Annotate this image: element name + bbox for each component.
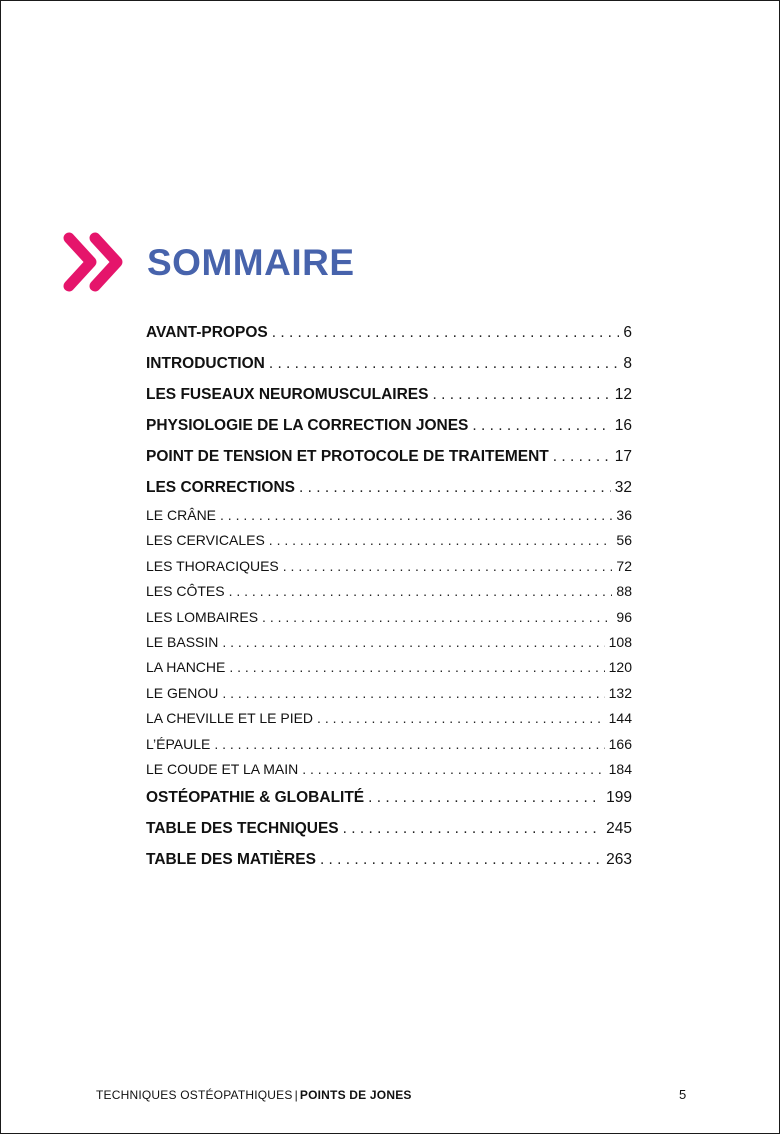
toc-dot-leader [222,681,604,706]
running-footer [96,1088,412,1102]
toc-dot-leader [343,813,603,844]
toc-entry-page: 245 [606,820,632,838]
toc-dot-leader [229,655,604,680]
toc-entry [146,605,632,630]
toc-entry-page: 16 [614,417,632,434]
toc-dot-leader [269,528,613,553]
section-heading [63,231,355,293]
toc-entry-page: 56 [616,532,632,549]
toc-entry [146,317,632,348]
toc-dot-leader [317,706,605,731]
toc-entry-label: INTRODUCTION [146,355,265,372]
toc-dot-leader [472,410,610,441]
chevron-right-shape [95,238,117,286]
toc-dot-leader [220,503,612,528]
toc-entry [146,630,632,655]
toc-entry [146,410,632,441]
toc-entry-page: 8 [623,355,632,372]
toc-entry-label: L’ÉPAULE [146,735,211,752]
toc-entry-label: AVANT-PROPOS [146,324,268,341]
toc-entry [146,472,632,503]
toc-entry-label: LES CÔTES [146,583,225,600]
toc-entry-page: 132 [608,684,632,701]
toc-entry [146,579,632,604]
toc-entry-label: TABLE DES TECHNIQUES [146,820,339,838]
toc-dot-leader [272,317,620,348]
toc-entry [146,813,632,844]
toc-entry-label: LES FUSEAUX NEUROMUSCULAIRES [146,386,429,403]
toc-entry [146,379,632,410]
toc-dot-leader [222,630,604,655]
toc-entry-label: LE GENOU [146,684,219,701]
toc-entry-label: LA CHEVILLE ET LE PIED [146,710,314,727]
toc-entry-page: 6 [623,324,632,341]
page-title: SOMMAIRE [147,241,355,283]
toc-entry-page: 12 [614,386,632,403]
toc-entry-page: 108 [608,633,632,650]
toc-entry [146,528,632,553]
toc-dot-leader [432,379,610,410]
toc-entry-label: LE BASSIN [146,633,219,650]
toc-entry-page: 17 [614,448,632,465]
toc-entry-page: 32 [614,479,632,496]
toc-entry-page: 263 [606,851,632,869]
toc-entry-page: 72 [616,557,632,574]
table-of-contents [146,317,632,875]
toc-entry [146,782,632,813]
toc-dot-leader [320,844,602,875]
footer-subtitle: POINTS DE JONES [299,1088,412,1102]
toc-entry-label: LE COUDE ET LA MAIN [146,760,299,777]
toc-entry [146,655,632,680]
toc-dot-leader [262,605,612,630]
toc-dot-leader [229,579,613,604]
toc-entry-page: 36 [616,507,632,523]
toc-dot-leader [302,757,604,782]
toc-entry-label: LES CORRECTIONS [146,479,295,496]
toc-entry-page: 184 [608,760,632,777]
toc-entry [146,844,632,875]
toc-dot-leader [214,732,604,757]
toc-entry [146,757,632,782]
toc-entry [146,732,632,757]
footer-book-title: TECHNIQUES OSTÉOPATHIQUES [96,1088,293,1102]
toc-entry-page: 120 [608,659,632,676]
toc-entry-label: LA HANCHE [146,659,226,676]
toc-dot-leader [553,441,611,472]
toc-entry-page: 144 [608,710,632,727]
page-number: 5 [679,1087,687,1102]
chevron-left-shape [69,238,91,286]
toc-entry-page: 199 [606,789,632,807]
toc-entry-page: 166 [608,735,632,752]
toc-dot-leader [269,348,620,379]
toc-entry-label: LES LOMBAIRES [146,608,259,625]
toc-entry-label: PHYSIOLOGIE DE LA CORRECTION JONES [146,417,469,434]
toc-entry-page: 96 [616,608,632,625]
toc-entry-label: TABLE DES MATIÈRES [146,851,316,869]
toc-entry [146,348,632,379]
toc-entry-label: OSTÉOPATHIE & GLOBALITÉ [146,789,365,807]
toc-entry [146,503,632,528]
toc-entry [146,441,632,472]
toc-dot-leader [368,782,602,813]
toc-entry [146,681,632,706]
toc-dot-leader [299,472,611,503]
toc-entry-label: LES CERVICALES [146,532,265,549]
toc-entry-label: POINT DE TENSION ET PROTOCOLE DE TRAITEMENT [146,448,549,465]
footer-separator: | [294,1088,298,1102]
toc-entry-page: 88 [616,583,632,600]
double-chevron-right-icon [63,232,129,292]
toc-entry-label: LES THORACIQUES [146,557,279,574]
toc-entry [146,554,632,579]
toc-entry-label: LE CRÂNE [146,507,217,523]
toc-dot-leader [283,554,613,579]
toc-entry [146,706,632,731]
